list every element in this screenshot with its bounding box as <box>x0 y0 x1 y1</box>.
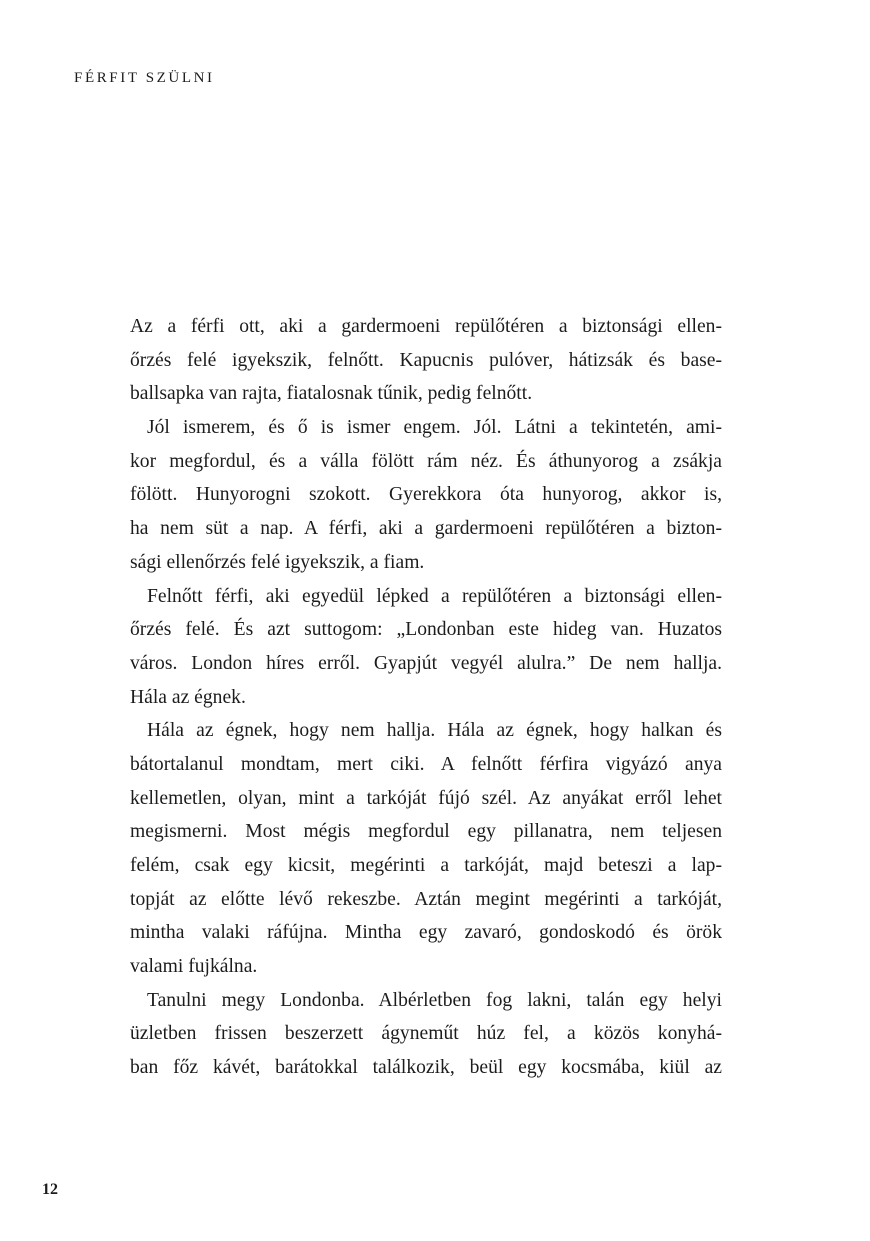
page-number: 12 <box>42 1181 58 1198</box>
text-line: felém, csak egy kicsit, megérinti a tarkóját, majd beteszi a lap- <box>130 855 722 876</box>
text-line: Felnőtt férfi, aki egyedül lépked a repülőtéren a biztonsági ellen- <box>147 585 722 607</box>
text-line: őrzés felé. És azt suttogom: „Londonban este hideg van. Huzatos <box>130 619 722 641</box>
text-line: topját az előtte lévő rekeszbe. Aztán megint megérinti a tarkóját, <box>130 888 722 910</box>
text-line: Hála az égnek, hogy nem hallja. Hála az égnek, hogy halkan és <box>147 720 722 742</box>
text-line: megismerni. Most mégis megfordul egy pillanatra, nem teljesen <box>130 821 722 843</box>
body-text <box>130 310 722 1085</box>
text-line: Tanulni megy Londonba. Albérletben fog lakni, talán egy helyi <box>147 989 722 1011</box>
text-line: kor megfordul, és a válla fölött rám néz. És áthunyorog a zsákja <box>130 450 722 472</box>
text-line: ha nem süt a nap. A férfi, aki a gardermoeni repülőtéren a bizton- <box>130 518 722 540</box>
text-line: valami fujkálna. <box>130 956 258 978</box>
text-line: ban főz kávét, barátokkal találkozik, beül egy kocsmába, kiül az <box>130 1057 722 1079</box>
text-line: fölött. Hunyorogni szokott. Gyerekkora óta hunyorog, akkor is, <box>130 484 722 506</box>
text-line: kellemetlen, olyan, mint a tarkóját fújó szél. Az anyákat erről lehet <box>130 787 722 809</box>
text-line: őrzés felé igyekszik, felnőtt. Kapucnis pulóver, hátizsák és base- <box>130 349 722 371</box>
text-line: város. London híres erről. Gyapjút vegyél alulra.” De nem hallja. <box>130 652 722 674</box>
text-line: bátortalanul mondtam, mert ciki. A felnőtt férfira vigyázó anya <box>130 753 722 775</box>
text-line: mintha valaki ráfújna. Mintha egy zavaró, gondoskodó és örök <box>130 922 722 944</box>
text-line: üzletben frissen beszerzett ágyneműt húz fel, a közös konyhá- <box>130 1023 722 1045</box>
text-line: Az a férfi ott, aki a gardermoeni repülőtéren a biztonsági ellen- <box>130 316 722 337</box>
text-line: Jól ismerem, és ő is ismer engem. Jól. Látni a tekintetén, ami- <box>147 417 722 439</box>
text-line: sági ellenőrzés felé igyekszik, a fiam. <box>130 551 425 573</box>
text-line: Hála az égnek. <box>130 686 246 708</box>
text-line: ballsapka van rajta, fiatalosnak tűnik, pedig felnőtt. <box>130 383 533 405</box>
running-head: FÉRFIT SZÜLNI <box>74 70 215 86</box>
